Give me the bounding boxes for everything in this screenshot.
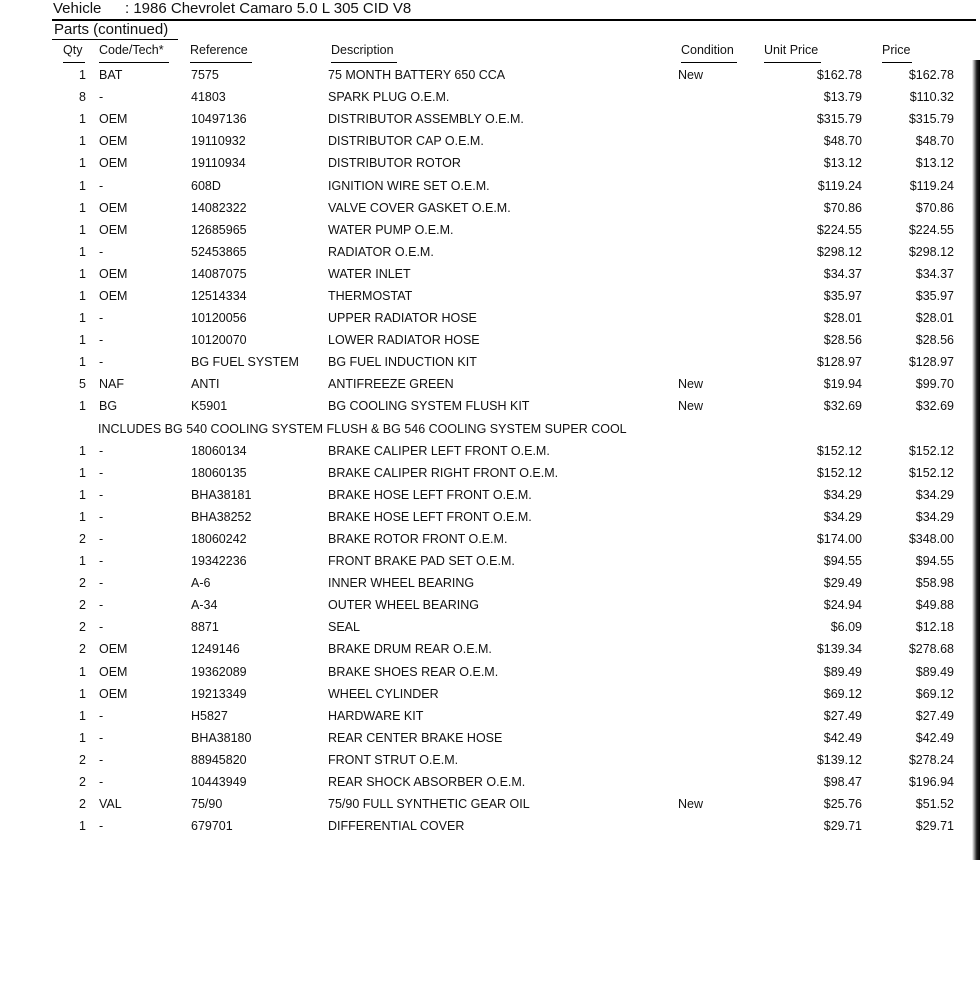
col-header-code: Code/Tech* [99, 43, 164, 57]
condition-cell [678, 572, 764, 594]
qty-cell: 8 [79, 90, 86, 105]
code-cell: - [99, 752, 104, 767]
col-header-price: Price [882, 43, 911, 57]
table-row [0, 572, 954, 594]
reference-cell: 14082322 [191, 200, 247, 215]
table-note-row [0, 418, 954, 440]
code-cell: - [99, 708, 104, 723]
qty-cell: 1 [79, 134, 86, 149]
unit-price-cell: $139.12 [816, 752, 862, 767]
table-row [0, 528, 954, 550]
code-cell: - [99, 554, 104, 569]
col-header-reference: Reference [190, 43, 248, 57]
price-cell: $315.79 [908, 112, 954, 127]
unit-price-cell: $42.49 [823, 730, 862, 745]
table-row [0, 506, 954, 528]
code-cell: OEM [99, 686, 128, 701]
condition-cell [678, 683, 764, 705]
condition-cell [678, 307, 764, 329]
description-cell: BRAKE SHOES REAR O.E.M. [328, 664, 499, 679]
unit-price-cell: $28.01 [823, 311, 862, 326]
description-cell: DISTRIBUTOR CAP O.E.M. [328, 134, 484, 149]
unit-price-cell: $24.94 [823, 598, 862, 613]
code-cell: OEM [99, 112, 128, 127]
col-underline-description [331, 62, 397, 63]
condition-cell [678, 705, 764, 727]
code-cell: OEM [99, 200, 128, 215]
unit-price-cell: $29.49 [823, 576, 862, 591]
condition-cell [678, 661, 764, 683]
code-cell: OEM [99, 266, 128, 281]
table-row [0, 174, 954, 196]
table-row [0, 793, 954, 815]
qty-cell: 1 [79, 686, 86, 701]
price-cell: $94.55 [915, 554, 954, 569]
description-cell: REAR SHOCK ABSORBER O.E.M. [328, 775, 526, 790]
qty-cell: 1 [79, 266, 86, 281]
description-cell: BRAKE DRUM REAR O.E.M. [328, 642, 492, 657]
price-cell: $70.86 [915, 200, 954, 215]
condition-cell [678, 616, 764, 638]
description-cell: WHEEL CYLINDER [328, 686, 439, 701]
condition-cell [678, 329, 764, 351]
description-cell: IGNITION WIRE SET O.E.M. [328, 178, 490, 193]
price-cell: $119.24 [909, 178, 954, 193]
code-cell: - [99, 620, 104, 635]
price-cell: $298.12 [908, 244, 954, 259]
reference-cell: 18060134 [191, 443, 247, 458]
price-cell: $152.12 [908, 465, 954, 480]
unit-price-cell: $28.56 [823, 333, 862, 348]
reference-cell: H5827 [191, 708, 228, 723]
reference-cell: 12514334 [191, 288, 247, 303]
unit-price-cell: $69.12 [823, 686, 862, 701]
table-row [0, 219, 954, 241]
description-cell: WATER INLET [328, 266, 411, 281]
code-cell: - [99, 465, 104, 480]
table-row [0, 661, 954, 683]
condition-cell [678, 771, 764, 793]
code-cell: - [99, 178, 104, 193]
price-cell: $278.24 [908, 752, 954, 767]
qty-cell: 1 [79, 399, 86, 414]
table-row [0, 440, 954, 462]
header-rule [52, 19, 976, 21]
price-cell: $29.71 [915, 819, 954, 834]
unit-price-cell: $34.37 [823, 266, 862, 281]
description-cell: ANTIFREEZE GREEN [328, 377, 454, 392]
description-cell: BG FUEL INDUCTION KIT [328, 355, 477, 370]
description-cell: INNER WHEEL BEARING [328, 576, 475, 591]
unit-price-cell: $139.34 [816, 642, 862, 657]
unit-price-cell: $89.49 [823, 664, 862, 679]
condition-cell [678, 241, 764, 263]
code-cell: OEM [99, 288, 128, 303]
qty-cell: 2 [79, 797, 86, 812]
reference-cell: 88945820 [191, 752, 247, 767]
code-cell: - [99, 775, 104, 790]
description-cell: RADIATOR O.E.M. [328, 244, 434, 259]
reference-cell: 75/90 [191, 797, 223, 812]
reference-cell: 19110932 [191, 134, 246, 149]
qty-cell: 1 [79, 708, 86, 723]
qty-cell: 1 [79, 465, 86, 480]
condition-cell: New [678, 797, 704, 812]
table-row [0, 307, 954, 329]
price-cell: $128.97 [908, 355, 954, 370]
condition-cell [678, 174, 764, 196]
table-row [0, 638, 954, 660]
price-cell: $69.12 [915, 686, 954, 701]
condition-cell: New [678, 377, 704, 392]
description-cell: DISTRIBUTOR ROTOR [328, 156, 461, 171]
table-row [0, 484, 954, 506]
unit-price-cell: $13.79 [823, 90, 862, 105]
description-cell: 75 MONTH BATTERY 650 CCA [328, 68, 506, 83]
qty-cell: 1 [79, 554, 86, 569]
code-cell: OEM [99, 156, 128, 171]
description-cell: FRONT BRAKE PAD SET O.E.M. [328, 554, 515, 569]
code-cell: - [99, 576, 104, 591]
reference-cell: A-34 [191, 598, 218, 613]
unit-price-cell: $298.12 [816, 244, 862, 259]
price-cell: $152.12 [908, 443, 954, 458]
col-underline-reference [190, 62, 252, 63]
description-cell: BRAKE HOSE LEFT FRONT O.E.M. [328, 487, 532, 502]
price-cell: $224.55 [908, 222, 954, 237]
qty-cell: 1 [79, 509, 86, 524]
code-cell: - [99, 819, 104, 834]
table-row [0, 152, 954, 174]
qty-cell: 1 [79, 112, 86, 127]
parts-table [0, 64, 954, 837]
unit-price-cell: $35.97 [823, 288, 862, 303]
qty-cell: 2 [79, 642, 86, 657]
price-cell: $28.01 [915, 311, 954, 326]
condition-cell [678, 263, 764, 285]
price-cell: $34.29 [915, 509, 954, 524]
col-underline-qty [63, 62, 85, 63]
col-header-condition: Condition [681, 43, 734, 57]
unit-price-cell: $34.29 [823, 487, 862, 502]
qty-cell: 1 [79, 222, 86, 237]
price-cell: $34.37 [915, 266, 954, 281]
description-cell: VALVE COVER GASKET O.E.M. [328, 200, 511, 215]
price-cell: $13.12 [915, 156, 954, 171]
code-cell: OEM [99, 134, 128, 149]
table-row [0, 373, 954, 395]
qty-cell: 1 [79, 664, 86, 679]
condition-cell [678, 594, 764, 616]
qty-cell: 1 [79, 200, 86, 215]
unit-price-cell: $25.76 [823, 797, 862, 812]
vehicle-value: : 1986 Chevrolet Camaro 5.0 L 305 CID V8 [125, 0, 412, 17]
price-cell: $278.68 [908, 642, 954, 657]
table-row [0, 749, 954, 771]
section-title: Parts (continued) [54, 21, 169, 38]
description-cell: BRAKE HOSE LEFT FRONT O.E.M. [328, 509, 532, 524]
col-underline-unit-price [764, 62, 821, 63]
unit-price-cell: $152.12 [816, 443, 862, 458]
reference-cell: 10120056 [191, 311, 247, 326]
condition-cell [678, 484, 764, 506]
price-cell: $42.49 [915, 730, 954, 745]
table-row [0, 351, 954, 373]
code-cell: - [99, 355, 104, 370]
table-row [0, 86, 954, 108]
table-row [0, 395, 954, 417]
reference-cell: BHA38180 [191, 730, 252, 745]
unit-price-cell: $315.79 [816, 112, 862, 127]
col-underline-condition [681, 62, 737, 63]
price-cell: $28.56 [915, 333, 954, 348]
qty-cell: 2 [79, 598, 86, 613]
price-cell: $99.70 [915, 377, 954, 392]
description-cell: BRAKE CALIPER RIGHT FRONT O.E.M. [328, 465, 559, 480]
col-underline-price [882, 62, 912, 63]
qty-cell: 1 [79, 178, 86, 193]
qty-cell: 1 [79, 244, 86, 259]
table-row [0, 197, 954, 219]
condition-cell [678, 130, 764, 152]
table-row [0, 683, 954, 705]
reference-cell: 12685965 [191, 222, 247, 237]
table-row [0, 462, 954, 484]
code-cell: OEM [99, 664, 128, 679]
code-cell: OEM [99, 222, 128, 237]
qty-cell: 2 [79, 576, 86, 591]
reference-cell: BG FUEL SYSTEM [191, 355, 299, 370]
price-cell: $348.00 [908, 532, 954, 547]
unit-price-cell: $224.55 [816, 222, 862, 237]
reference-cell: A-6 [191, 576, 211, 591]
price-cell: $196.94 [908, 775, 954, 790]
unit-price-cell: $152.12 [816, 465, 862, 480]
qty-cell: 2 [79, 775, 86, 790]
table-row [0, 594, 954, 616]
description-cell: OUTER WHEEL BEARING [328, 598, 479, 613]
description-cell: REAR CENTER BRAKE HOSE [328, 730, 503, 745]
qty-cell: 1 [79, 355, 86, 370]
qty-cell: 2 [79, 532, 86, 547]
table-row [0, 771, 954, 793]
code-cell: - [99, 532, 104, 547]
code-cell: - [99, 333, 104, 348]
qty-cell: 1 [79, 819, 86, 834]
unit-price-cell: $19.94 [823, 377, 862, 392]
unit-price-cell: $174.00 [816, 532, 862, 547]
qty-cell: 1 [79, 333, 86, 348]
col-header-description: Description [331, 43, 394, 57]
description-cell: 75/90 FULL SYNTHETIC GEAR OIL [328, 797, 530, 812]
condition-cell [678, 815, 764, 837]
unit-price-cell: $6.09 [830, 620, 862, 635]
condition-cell [678, 506, 764, 528]
code-cell: - [99, 598, 104, 613]
unit-price-cell: $94.55 [823, 554, 862, 569]
vehicle-line [53, 0, 411, 17]
reference-cell: 10120070 [191, 333, 247, 348]
description-cell: BG COOLING SYSTEM FLUSH KIT [328, 399, 530, 414]
reference-cell: 18060242 [191, 532, 247, 547]
unit-price-cell: $48.70 [823, 134, 862, 149]
scan-edge [972, 60, 980, 860]
table-row [0, 285, 954, 307]
price-cell: $27.49 [915, 708, 954, 723]
qty-cell: 2 [79, 620, 86, 635]
unit-price-cell: $34.29 [823, 509, 862, 524]
qty-cell: 1 [79, 288, 86, 303]
condition-cell [678, 528, 764, 550]
reference-cell: 19213349 [191, 686, 247, 701]
description-cell: FRONT STRUT O.E.M. [328, 752, 459, 767]
price-cell: $32.69 [915, 399, 954, 414]
condition-cell [678, 285, 764, 307]
code-cell: NAF [99, 377, 124, 392]
price-cell: $58.98 [915, 576, 954, 591]
vehicle-label: Vehicle [53, 0, 102, 17]
code-cell: - [99, 244, 104, 259]
description-cell: DISTRIBUTOR ASSEMBLY O.E.M. [328, 112, 524, 127]
code-cell: VAL [99, 797, 122, 812]
code-cell: - [99, 443, 104, 458]
table-row [0, 550, 954, 572]
reference-cell: 10497136 [191, 112, 247, 127]
unit-price-cell: $70.86 [823, 200, 862, 215]
reference-cell: K5901 [191, 399, 228, 414]
condition-cell: New [678, 68, 704, 83]
price-cell: $48.70 [915, 134, 954, 149]
code-cell: - [99, 90, 104, 105]
price-cell: $34.29 [915, 487, 954, 502]
code-cell: - [99, 311, 104, 326]
unit-price-cell: $27.49 [823, 708, 862, 723]
note-text: INCLUDES BG 540 COOLING SYSTEM FLUSH & BG 546 COOLING SYSTEM SUPER COOL [98, 421, 627, 436]
unit-price-cell: $98.47 [823, 775, 862, 790]
table-row [0, 329, 954, 351]
reference-cell: 8871 [191, 620, 219, 635]
col-header-unit-price: Unit Price [764, 43, 819, 57]
condition-cell: New [678, 399, 704, 414]
reference-cell: 52453865 [191, 244, 247, 259]
code-cell: - [99, 487, 104, 502]
table-row [0, 616, 954, 638]
reference-cell: 19110934 [191, 156, 246, 171]
description-cell: SEAL [328, 620, 360, 635]
description-cell: HARDWARE KIT [328, 708, 424, 723]
price-cell: $51.52 [915, 797, 954, 812]
unit-price-cell: $29.71 [823, 819, 862, 834]
price-cell: $12.18 [915, 620, 954, 635]
price-cell: $162.78 [908, 68, 954, 83]
col-header-qty: Qty [63, 43, 83, 57]
condition-cell [678, 219, 764, 241]
qty-cell: 1 [79, 311, 86, 326]
qty-cell: 1 [79, 443, 86, 458]
table-row [0, 815, 954, 837]
price-cell: $89.49 [915, 664, 954, 679]
qty-cell: 1 [79, 487, 86, 502]
price-cell: $110.32 [909, 90, 954, 105]
condition-cell [678, 108, 764, 130]
qty-cell: 5 [79, 377, 86, 392]
reference-cell: ANTI [191, 377, 220, 392]
reference-cell: 7575 [191, 68, 219, 83]
condition-cell [678, 727, 764, 749]
reference-cell: 14087075 [191, 266, 247, 281]
table-row [0, 64, 954, 86]
table-row [0, 727, 954, 749]
reference-cell: 19342236 [191, 554, 247, 569]
table-row [0, 241, 954, 263]
condition-cell [678, 550, 764, 572]
col-underline-code [99, 62, 169, 63]
condition-cell [678, 638, 764, 660]
condition-cell [678, 351, 764, 373]
condition-cell [678, 152, 764, 174]
unit-price-cell: $32.69 [823, 399, 862, 414]
table-row [0, 108, 954, 130]
reference-cell: 41803 [191, 90, 226, 105]
description-cell: UPPER RADIATOR HOSE [328, 311, 477, 326]
description-cell: BRAKE ROTOR FRONT O.E.M. [328, 532, 508, 547]
description-cell: THERMOSTAT [328, 288, 413, 303]
code-cell: - [99, 730, 104, 745]
qty-cell: 1 [79, 68, 86, 83]
unit-price-cell: $119.24 [817, 178, 862, 193]
reference-cell: 608D [191, 178, 221, 193]
qty-cell: 1 [79, 730, 86, 745]
reference-cell: 679701 [191, 819, 233, 834]
code-cell: BAT [99, 68, 123, 83]
code-cell: BG [99, 399, 118, 414]
qty-cell: 2 [79, 752, 86, 767]
code-cell: - [99, 509, 104, 524]
qty-cell: 1 [79, 156, 86, 171]
reference-cell: BHA38252 [191, 509, 252, 524]
reference-cell: 18060135 [191, 465, 247, 480]
description-cell: BRAKE CALIPER LEFT FRONT O.E.M. [328, 443, 550, 458]
price-cell: $49.88 [915, 598, 954, 613]
table-row [0, 130, 954, 152]
description-cell: SPARK PLUG O.E.M. [328, 90, 450, 105]
condition-cell [678, 749, 764, 771]
reference-cell: BHA38181 [191, 487, 252, 502]
condition-cell [678, 462, 764, 484]
unit-price-cell: $128.97 [816, 355, 862, 370]
reference-cell: 1249146 [191, 642, 240, 657]
price-cell: $35.97 [915, 288, 954, 303]
code-cell: OEM [99, 642, 128, 657]
unit-price-cell: $13.12 [823, 156, 862, 171]
condition-cell [678, 440, 764, 462]
table-row [0, 705, 954, 727]
condition-cell [678, 197, 764, 219]
reference-cell: 10443949 [191, 775, 247, 790]
condition-cell [678, 86, 764, 108]
parts-table-body [0, 64, 954, 837]
description-cell: LOWER RADIATOR HOSE [328, 333, 480, 348]
section-rule [52, 39, 178, 40]
unit-price-cell: $162.78 [816, 68, 862, 83]
description-cell: WATER PUMP O.E.M. [328, 222, 454, 237]
table-row [0, 263, 954, 285]
reference-cell: 19362089 [191, 664, 247, 679]
description-cell: DIFFERENTIAL COVER [328, 819, 465, 834]
